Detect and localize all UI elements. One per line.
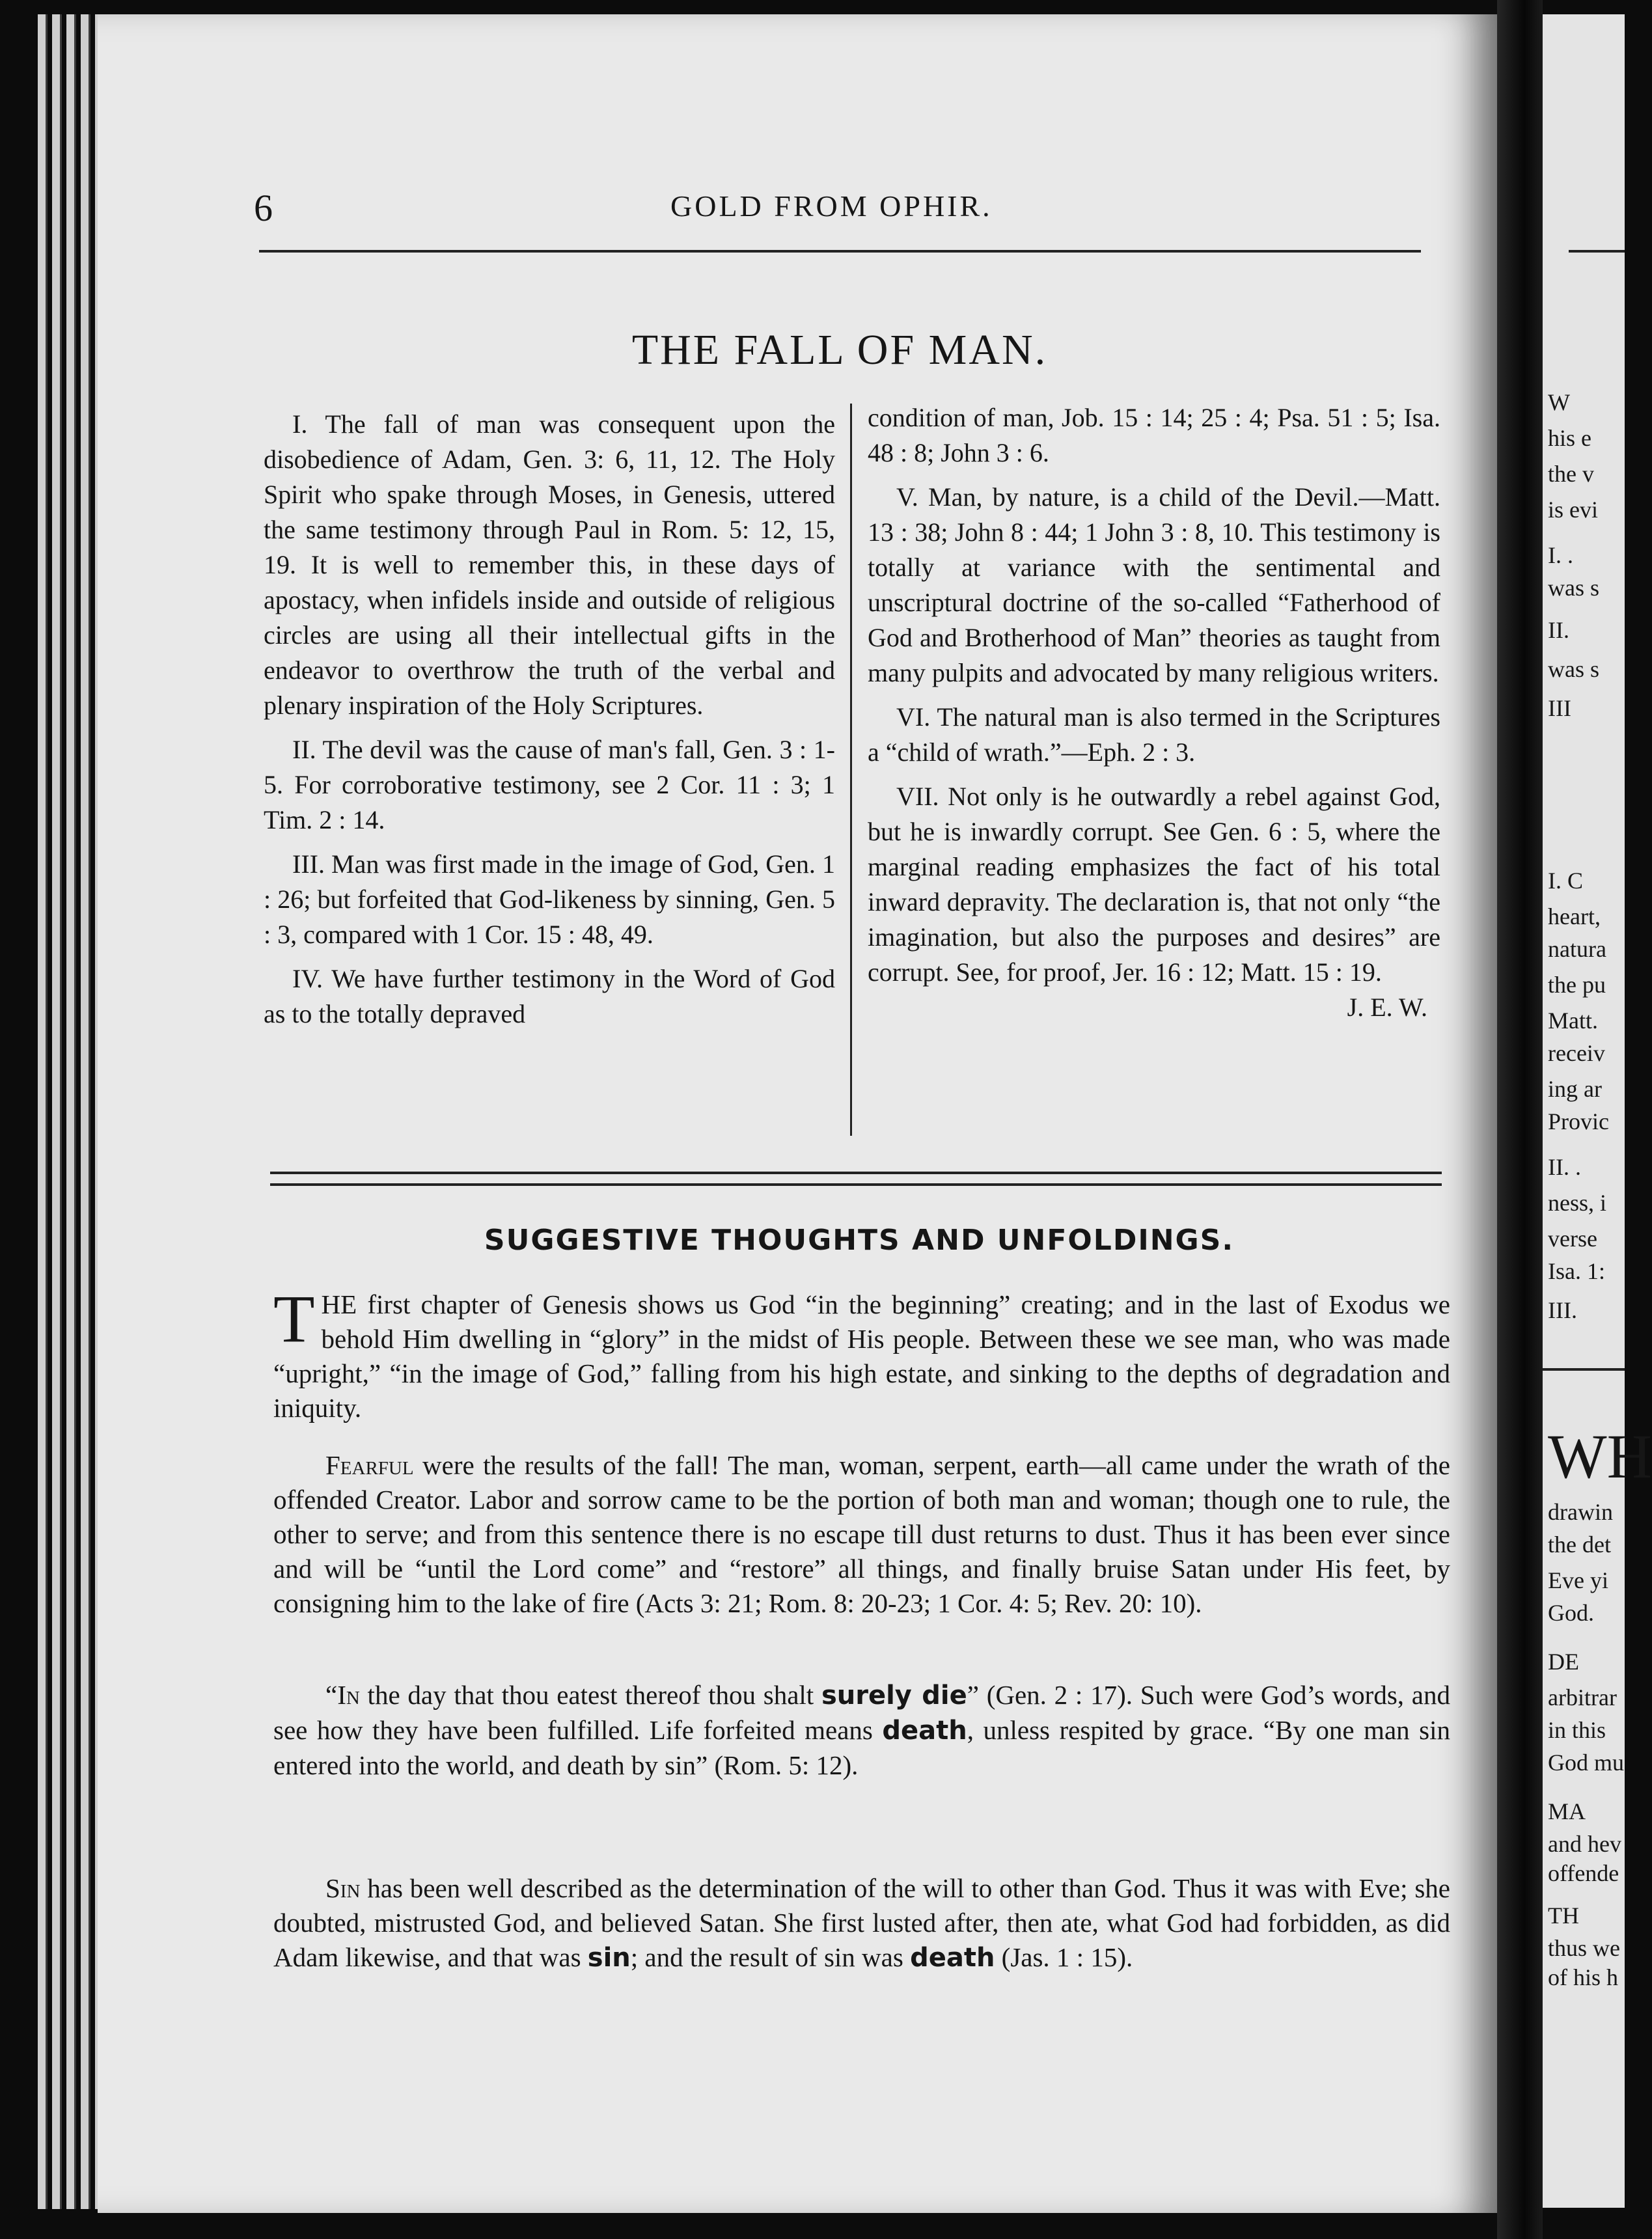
facing-page-fragment: III.	[1548, 1297, 1577, 1323]
facing-page-fragment: arbitrar	[1548, 1684, 1617, 1710]
article-paragraph	[868, 779, 1440, 1022]
lead-word: Sin	[325, 1873, 361, 1903]
article-right-column	[868, 400, 1440, 1025]
article-paragraph-text: VII. Not only is he outwardly a rebel against God, but he is inwardly corrupt. See Gen. 6 : 5, where the marginal reading emphasizes the fact of his total inward depravity. The declaration is, that not only “the imagination, but also the purposes and desires” are corrupt. See, for proof, Jer. 16 : 12; Matt. 15 : 19.	[868, 782, 1440, 987]
intro-text: HE first chapter of Genesis shows us God “in the beginning” creating; and in the last of Exodus we behold Him dwelling in “glory” in the midst of His people. Between these we see man, who was made “upright,” “in the image of God,” falling from his high estate, and sinking to the depths of degradation and iniquity.	[273, 1289, 1450, 1423]
facing-page-fragment: TH	[1548, 1902, 1579, 1929]
emphasis-text: death	[910, 1943, 995, 1973]
facing-page-fragment: thus we	[1548, 1935, 1620, 1961]
facing-page-fragment: W	[1548, 389, 1570, 415]
facing-page-fragment: DE	[1548, 1649, 1579, 1675]
facing-page-fragment: verse	[1548, 1226, 1597, 1252]
paragraph-text: the day that thou eatest thereof thou shalt	[359, 1680, 821, 1710]
facing-page-fragment: MA	[1548, 1798, 1586, 1824]
facing-page-fragment: Isa. 1:	[1548, 1258, 1605, 1284]
paragraph-text: has been well described as the determination of the will to other than God. Thus it was with Eve; she doubted, mistrusted God, and believed Satan. She first lusted after, then ate, what God had forbidden, as did Adam likewise, and that was	[273, 1873, 1450, 1972]
facing-page-fragment: drawin	[1548, 1499, 1613, 1525]
book-gutter	[1497, 0, 1543, 2239]
facing-page-fragment: II.	[1548, 617, 1569, 643]
article-paragraph: VI. The natural man is also termed in the Scriptures a “child of wrath.”—Eph. 2 : 3.	[868, 702, 1440, 767]
facing-page-fragment: Matt.	[1548, 1008, 1598, 1034]
article-paragraph: condition of man, Job. 15 : 14; 25 : 4; Psa. 51 : 5; Isa. 48 : 8; John 3 : 6.	[868, 403, 1440, 467]
facing-page-fragment: II. .	[1548, 1154, 1581, 1180]
emphasis-text: surely die	[821, 1681, 967, 1710]
section-double-rule-top	[270, 1172, 1442, 1174]
header-rule	[259, 250, 1421, 253]
running-title: GOLD FROM OPHIR.	[670, 189, 993, 223]
paragraph-text: , unless respited by grace. “By one man sin entered into the world, and death by sin” (Rom. 5: 12).	[273, 1715, 1450, 1780]
article-title: THE FALL OF MAN.	[631, 326, 1048, 374]
article-paragraph: IV. We have further testimony in the Word of God as to the totally depraved	[264, 964, 835, 1028]
article-paragraph: V. Man, by nature, is a child of the Devil.—Matt. 13 : 38; John 8 : 44; 1 John 3 : 8, 10. This testimony is totally at variance with the sentimental and unscriptural doctrine of the so-called “Fatherhood of God and Brotherhood of Man” theories as taught from many pulpits and advocated by many religious writers.	[868, 482, 1440, 687]
paragraph-text: (Jas. 1 : 15).	[995, 1942, 1133, 1972]
facing-page-fragment: natura	[1548, 936, 1606, 962]
paragraph-text: ” (Gen. 2 : 17). Such were God’s words, and see how they have been fulfilled. Life forfeited means	[273, 1680, 1450, 1745]
facing-page-fragment: is evi	[1548, 497, 1598, 523]
lead-word: In	[337, 1680, 360, 1710]
article-left-column	[264, 407, 835, 1041]
facing-page-fragment: WH	[1548, 1422, 1652, 1491]
facing-page-fragment: of his h	[1548, 1964, 1618, 1990]
facing-page-fragment: I. .	[1548, 542, 1573, 568]
emphasis-text: death	[882, 1716, 967, 1746]
author-signature: J. E. W.	[1347, 993, 1427, 1022]
facing-page-fragment: Provic	[1548, 1108, 1609, 1134]
running-header	[254, 186, 1425, 229]
drop-cap: T	[273, 1282, 315, 1356]
facing-page-fragment: God.	[1548, 1600, 1594, 1626]
article-paragraph: II. The devil was the cause of man's fall, Gen. 3 : 1-5. For corroborative testimony, see 2 Cor. 11 : 3; 1 Tim. 2 : 14.	[264, 735, 835, 834]
facing-page-fragment: in this	[1548, 1717, 1606, 1743]
intro-paragraph	[273, 1282, 1450, 1425]
article-paragraph: I. The fall of man was consequent upon the disobedience of Adam, Gen. 3: 6, 11, 12. The Holy Spirit who spake through Moses, in Genesis, uttered the same testimony through Paul in Rom. 5: 12, 15, 19. It is well to remember this, in these days of apostacy, when infidels inside and outside of religious circles are using all their intellectual gifts in the endeavor to overthrow the truth of the verbal and plenary inspiration of the Holy Scriptures.	[264, 409, 835, 720]
facing-page-fragment: offende	[1548, 1860, 1619, 1886]
facing-page-rule	[1569, 250, 1625, 253]
emphasis-text: sin	[587, 1943, 631, 1973]
section-title: SUGGESTIVE THOUGHTS AND UNFOLDINGS.	[484, 1224, 1235, 1257]
facing-page-fragment: was s	[1548, 656, 1599, 682]
article-paragraph: III. Man was first made in the image of God, Gen. 1 : 26; but forfeited that God-likeness by sinning, Gen. 5 : 3, compared with 1 Cor. 15 : 48, 49.	[264, 849, 835, 949]
section-double-rule-bottom	[270, 1183, 1442, 1186]
facing-page-fragment: the det	[1548, 1532, 1611, 1558]
facing-page-fragment: God mu	[1548, 1750, 1624, 1776]
facing-page-fragment: the pu	[1548, 972, 1606, 998]
lead-word: Fearful	[325, 1450, 414, 1480]
page-number: 6	[254, 187, 273, 229]
facing-page-fragment: Eve yi	[1548, 1567, 1608, 1593]
paragraph-sin	[273, 1871, 1450, 1975]
facing-page-fragment: heart,	[1548, 903, 1601, 929]
paragraph-text: were the results of the fall! The man, woman, serpent, earth—all came under the wrath of the offended Creator. Labor and sorrow came to be the portion of both man and woman; though one to rule, the other to serve; and from this sentence there is no escape till dust returns to dust. Thus it has been ever since and will be “until the Lord come” and “restore” all things, and finally bruise Satan under His feet, by consigning him to the lake of fire (Acts 3: 21; Rom. 8: 20-23; 1 Cor. 4: 5; Rev. 20: 10).	[273, 1450, 1450, 1618]
facing-page-fragment: I. C	[1548, 868, 1583, 894]
facing-page-fragment: his e	[1548, 425, 1591, 451]
open-quote: “	[325, 1680, 338, 1710]
paragraph-text: ; and the result of sin was	[630, 1942, 911, 1972]
paragraph-fearful	[273, 1448, 1450, 1621]
paragraph-in-the-day	[273, 1678, 1450, 1783]
facing-page-fragment: ness, i	[1548, 1190, 1606, 1216]
facing-page	[1543, 14, 1652, 2208]
facing-page-fragment: ing ar	[1548, 1076, 1602, 1102]
facing-page-fragment: was s	[1548, 575, 1599, 601]
facing-page-rule	[1543, 1368, 1625, 1371]
facing-page-fragment: and hev	[1548, 1831, 1621, 1857]
facing-page-fragment: III	[1548, 695, 1571, 721]
column-divider	[850, 404, 852, 1136]
facing-page-fragment: the v	[1548, 461, 1594, 487]
facing-page-fragment: receiv	[1548, 1040, 1605, 1066]
